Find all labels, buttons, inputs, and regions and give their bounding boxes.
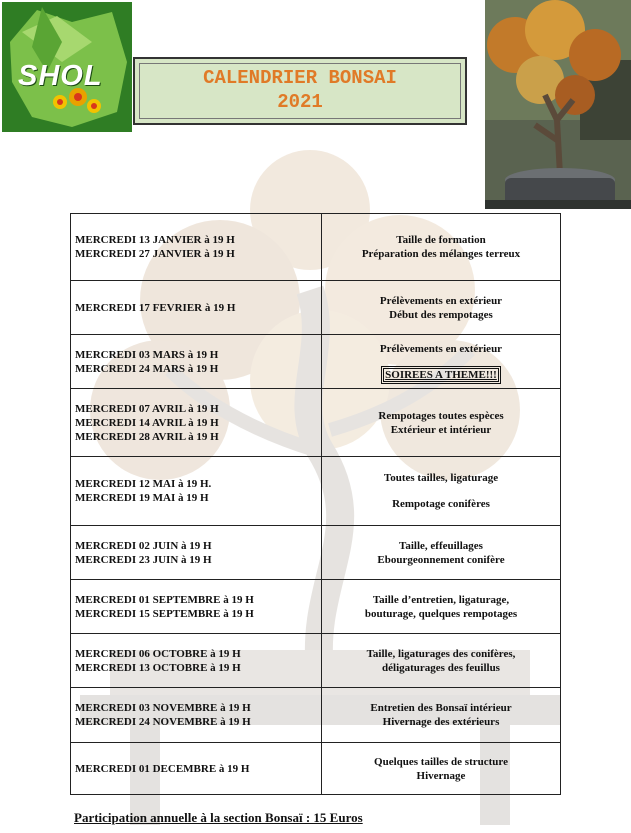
- activity-line: Préparation des mélanges terreux: [361, 248, 521, 260]
- date-line: MERCREDI 03 NOVEMBRE à 19 H: [75, 702, 251, 714]
- date-line: MERCREDI 13 OCTOBRE à 19 H: [75, 661, 241, 674]
- dates-cell: [71, 335, 322, 389]
- date-line: MERCREDI 24 MARS à 19 H: [75, 362, 219, 375]
- title-box: [133, 57, 467, 125]
- table-row: [71, 214, 561, 281]
- blank-line: [322, 485, 560, 497]
- calendar-table: [70, 213, 561, 795]
- activity-cell: [322, 526, 561, 580]
- activity-cell: [322, 281, 561, 335]
- date-line: MERCREDI 13 JANVIER à 19 H: [75, 234, 235, 246]
- activity-line: bouturage, quelques rempotages: [364, 607, 518, 620]
- date-line: MERCREDI 15 SEPTEMBRE à 19 H: [75, 607, 254, 620]
- table-row: [71, 526, 561, 580]
- activity-cell: [322, 580, 561, 634]
- date-line: MERCREDI 12 MAI à 19 H.: [75, 478, 212, 490]
- date-line: MERCREDI 01 DECEMBRE à 19 H: [75, 762, 250, 775]
- dates-cell: [71, 281, 322, 335]
- activity-line: Taille d’entretien, ligaturage,: [372, 593, 510, 606]
- dates-cell: [71, 634, 322, 688]
- date-line: MERCREDI 02 JUIN à 19 H: [75, 539, 212, 552]
- dates-cell: [71, 688, 322, 743]
- date-line: MERCREDI 19 MAI à 19 H: [75, 492, 209, 504]
- dates-cell: [71, 580, 322, 634]
- activity-line: Hivernage des extérieurs: [382, 716, 500, 728]
- date-line: MERCREDI 01 SEPTEMBRE à 19 H: [75, 593, 254, 606]
- table-row: [71, 580, 561, 634]
- dates-cell: [71, 214, 322, 281]
- logo-text: SHOL: [18, 60, 103, 92]
- activity-line: Prélèvements en extérieur: [379, 342, 503, 355]
- activity-cell: [322, 214, 561, 281]
- table-row: [71, 688, 561, 743]
- dates-cell: [71, 743, 322, 795]
- activity-line: Taille, effeuillages: [399, 539, 483, 552]
- table-row: [71, 335, 561, 389]
- annual-fee-note: Participation annuelle à la section Bonsaï : 15 Euros: [74, 810, 363, 825]
- date-line: MERCREDI 23 JUIN à 19 H: [75, 553, 212, 566]
- dates-cell: [71, 389, 322, 457]
- activity-line: Hivernage: [416, 769, 466, 782]
- dates-cell: [71, 526, 322, 580]
- date-line: MERCREDI 27 JANVIER à 19 H: [75, 248, 235, 260]
- blank-line: [322, 356, 560, 368]
- activity-line: Ebourgeonnement conifère: [377, 553, 505, 566]
- activity-cell: [322, 457, 561, 526]
- activity-line: Taille, ligaturages des conifères,: [366, 647, 516, 660]
- activity-line: Prélèvements en extérieur: [379, 294, 503, 307]
- shol-logo: [2, 2, 132, 132]
- date-line: MERCREDI 03 MARS à 19 H: [75, 348, 219, 361]
- theme-evenings-label: SOIREES A THEME!!!: [385, 368, 497, 381]
- date-line: MERCREDI 28 AVRIL à 19 H: [75, 430, 219, 443]
- date-line: MERCREDI 07 AVRIL à 19 H: [75, 402, 219, 415]
- table-row: [71, 743, 561, 795]
- activity-line: Début des rempotages: [389, 308, 493, 321]
- date-line: MERCREDI 06 OCTOBRE à 19 H: [75, 647, 241, 660]
- date-line: MERCREDI 24 NOVEMBRE à 19 H: [75, 716, 251, 728]
- table-row: [71, 457, 561, 526]
- activity-cell: [322, 389, 561, 457]
- table-row: [71, 281, 561, 335]
- activity-line: Quelques tailles de structure: [374, 755, 508, 768]
- activity-cell: [322, 688, 561, 743]
- table-row: [71, 389, 561, 457]
- activity-line: Rempotage conifères: [392, 498, 490, 510]
- date-line: MERCREDI 17 FEVRIER à 19 H: [75, 301, 236, 314]
- activity-line: Toutes tailles, ligaturage: [383, 472, 499, 484]
- date-line: MERCREDI 14 AVRIL à 19 H: [75, 416, 219, 429]
- activity-line: déligaturages des feuillus: [382, 661, 500, 674]
- activity-line: Rempotages toutes espèces: [378, 409, 504, 422]
- table-row: [71, 634, 561, 688]
- activity-cell: [322, 743, 561, 795]
- activity-line: Extérieur et intérieur: [390, 423, 492, 436]
- activity-line: Entretien des Bonsaï intérieur: [370, 702, 512, 714]
- page-year: 2021: [277, 91, 323, 113]
- activity-line: Taille de formation: [396, 234, 486, 246]
- page-title: CALENDRIER BONSAI: [203, 67, 397, 89]
- activity-cell: [322, 634, 561, 688]
- activity-cell: [322, 335, 561, 389]
- dates-cell: [71, 457, 322, 526]
